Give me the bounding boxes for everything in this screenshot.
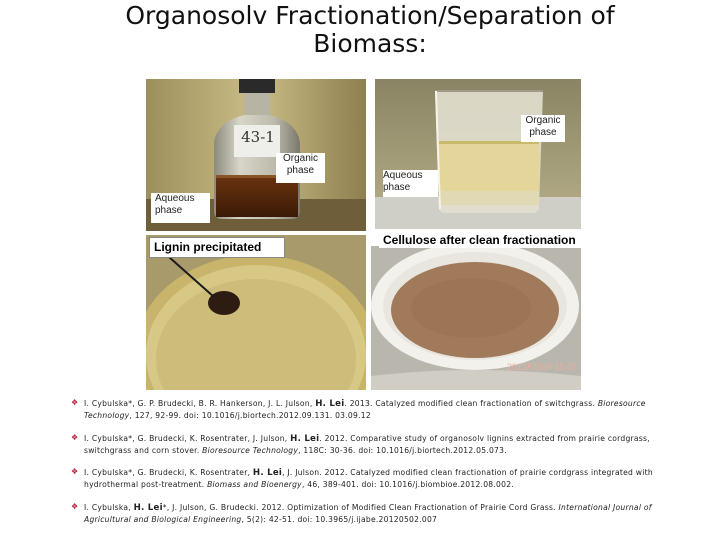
reference-item-1: ❖ I. Cybulska*, G. P. Brudecki, B. R. Hankerson, J. L. Julson, H. Lei. 2013. Catalyzed modified clean fractionation of switchgrass. Bioresource Technology, 127, 92-99. doi: 10.1016/j.biortech.2012.09.131. 03.09.12	[71, 398, 646, 420]
bottle-stamp: 43-1	[241, 128, 275, 146]
reference-item-3: ❖ I. Cybulska*, G. Brudecki, K. Rosentrater, H. Lei, J. Julson. 2012. Catalyzed modified clean fractionation of prairie cordgrass integrated with hydrothermal post-treatment. Biomass and Bioenergy, 46, 389-401. doi: 10.1016/j.biombioe.2012.08.002.	[71, 467, 653, 489]
cellulose-photo	[371, 246, 581, 390]
diamond-bullet-icon: ❖	[71, 433, 79, 442]
beaker-photo	[375, 79, 581, 229]
reference-item-4: ❖ I. Cybulska, H. Lei*, J. Julson, G. Brudecki. 2012. Optimization of Modified Clean Fractionation of Prairie Cord Grass. International Journal of Agricultural and Biological Engineering, 5(2): 42-51. doi: 10.3965/j.ijabe.20120502.007	[71, 502, 652, 524]
lignin-photo	[146, 235, 366, 390]
beaker-illustration	[375, 79, 581, 229]
beaker-aqueous-label: Aqueous phase	[383, 170, 438, 197]
title-line-1: Organosolv Fractionation/Separation of	[125, 1, 615, 30]
diamond-bullet-icon: ❖	[71, 502, 79, 511]
bottle-aqueous-label: Aqueous phase	[151, 193, 210, 223]
lignin-caption: Lignin precipitated	[149, 237, 285, 258]
slide-title	[60, 2, 680, 58]
bottle-organic-label: Organic phase	[276, 153, 325, 183]
diamond-bullet-icon: ❖	[71, 467, 79, 476]
cellulose-caption: Cellulose after clean fractionation	[379, 232, 583, 248]
lignin-illustration	[146, 235, 366, 390]
title-line-2: Biomass:	[313, 29, 427, 58]
beaker-organic-label: Organic phase	[521, 115, 565, 142]
reference-item-2: ❖ I. Cybulska*, G. Brudecki, K. Rosentrater, J. Julson, H. Lei. 2012. Comparative study of organosolv lignins extracted from prairie cordgrass, switchgrass and corn stover. Bioresource Technology, 118C: 30-36. doi: 10.1016/j.biortech.2012.05.073.	[71, 433, 650, 455]
diamond-bullet-icon: ❖	[71, 398, 79, 407]
photo-timestamp: 2012/05/09 15:05	[506, 362, 577, 372]
